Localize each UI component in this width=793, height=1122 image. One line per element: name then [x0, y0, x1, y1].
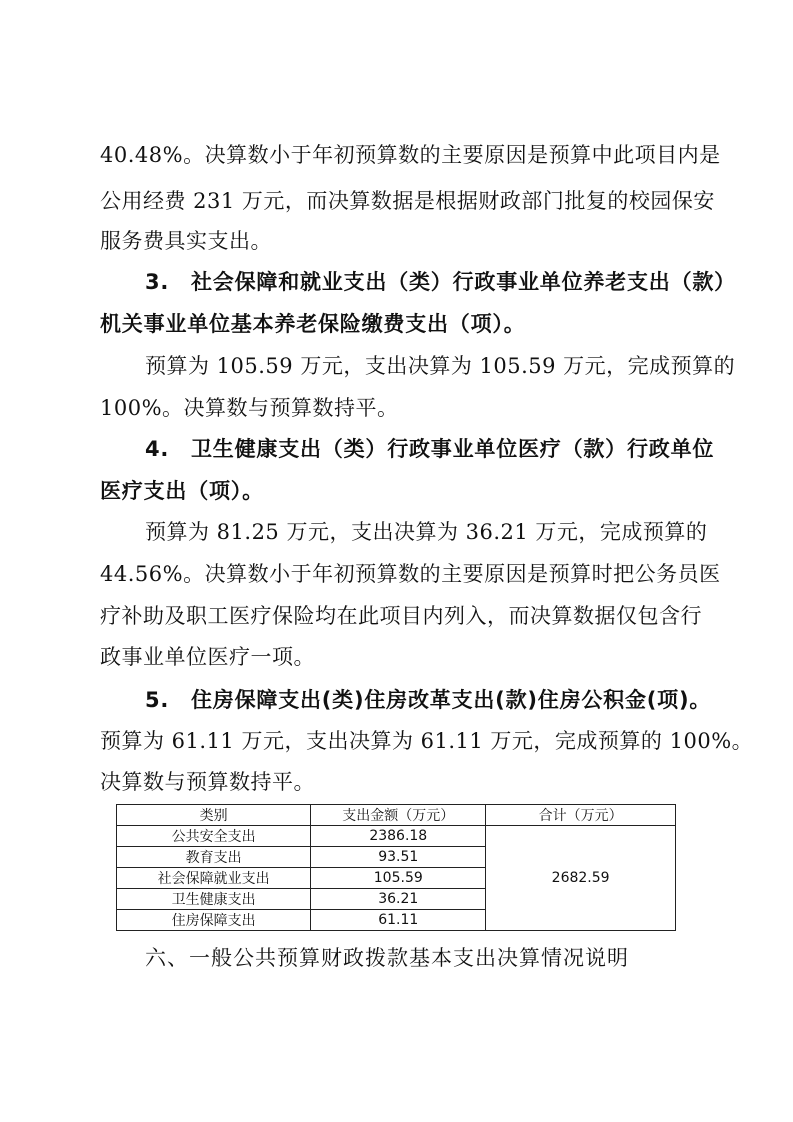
column-header: 支出金额（万元）	[311, 805, 486, 826]
paragraph-line: 政事业单位医疗一项。	[100, 645, 315, 669]
amount-cell: 61.11	[311, 910, 486, 931]
section-heading-6: 六、一般公共预算财政拨款基本支出决算情况说明	[145, 946, 629, 970]
section-heading-4-cont: 医疗支出（项）。	[100, 479, 264, 503]
category-cell: 社会保障就业支出	[117, 868, 311, 889]
paragraph-line: 40.48%。决算数小于年初预算数的主要原因是预算中此项目内是	[100, 143, 721, 167]
paragraph-line: 预算为 105.59 万元，支出决算为 105.59 万元，完成预算的	[145, 354, 736, 378]
paragraph-line: 预算为 61.11 万元，支出决算为 61.11 万元，完成预算的 100%。	[100, 729, 754, 753]
total-cell: 2682.59	[486, 826, 676, 931]
section-heading-3-cont: 机关事业单位基本养老保险缴费支出（项）。	[100, 312, 526, 336]
amount-cell: 93.51	[311, 847, 486, 868]
paragraph-line: 100%。决算数与预算数持平。	[100, 396, 399, 420]
column-header: 合计（万元）	[486, 805, 676, 826]
table-header-row	[117, 805, 676, 826]
category-cell: 公共安全支出	[117, 826, 311, 847]
amount-cell: 2386.18	[311, 826, 486, 847]
paragraph-line: 决算数与预算数持平。	[100, 770, 315, 794]
amount-cell: 36.21	[311, 889, 486, 910]
section-heading-5: 5. 住房保障支出(类)住房改革支出(款)住房公积金(项)。	[145, 688, 712, 712]
table-row	[117, 826, 676, 847]
paragraph-line: 服务费具实支出。	[100, 229, 272, 253]
paragraph-line: 公用经费 231 万元，而决算数据是根据财政部门批复的校园保安	[100, 189, 715, 213]
expenditure-summary-table	[116, 804, 676, 931]
paragraph-line: 疗补助及职工医疗保险均在此项目内列入，而决算数据仅包含行	[100, 604, 702, 628]
section-heading-4: 4. 卫生健康支出（类）行政事业单位医疗（款）行政单位	[145, 437, 715, 461]
column-header: 类别	[117, 805, 311, 826]
paragraph-line: 预算为 81.25 万元，支出决算为 36.21 万元，完成预算的	[145, 520, 708, 544]
category-cell: 卫生健康支出	[117, 889, 311, 910]
category-cell: 教育支出	[117, 847, 311, 868]
amount-cell: 105.59	[311, 868, 486, 889]
paragraph-line: 44.56%。决算数小于年初预算数的主要原因是预算时把公务员医	[100, 562, 721, 586]
category-cell: 住房保障支出	[117, 910, 311, 931]
section-heading-3: 3. 社会保障和就业支出（类）行政事业单位养老支出（款）	[145, 270, 736, 294]
